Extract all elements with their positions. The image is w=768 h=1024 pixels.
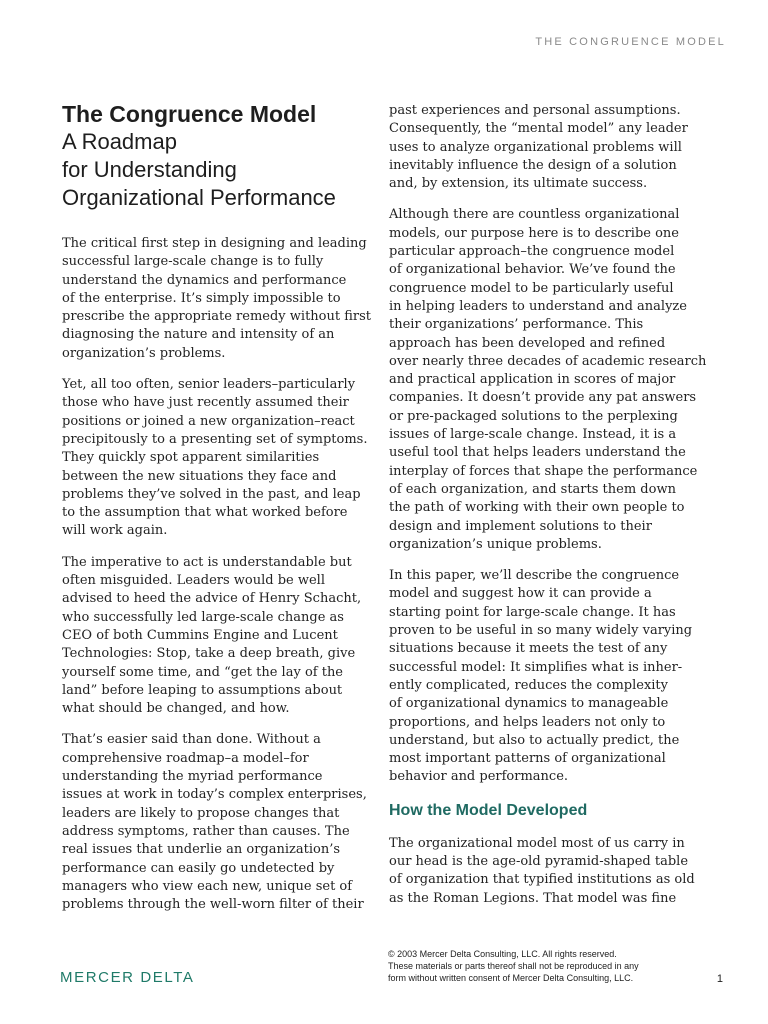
text-line: issues of large-scale change. Instead, it is a [389,427,677,443]
body-paragraph [389,567,697,787]
text-line: approach has been developed and refined [389,335,666,351]
text-line: past experiences and personal assumptions. [389,103,681,118]
left-column [62,101,371,927]
subtitle-line: Organizational Performance [62,185,336,210]
right-column [389,102,707,921]
text-line: behavior and performance. [389,769,569,785]
body-paragraph [62,376,368,541]
body-paragraph [62,731,367,914]
text-line: of the enterprise. It’s simply impossible to [62,290,341,306]
text-line: their organizations’ performance. This [389,317,644,333]
text-line: land” before leaping to assumptions about [62,682,343,698]
text-line: of organization that typified institutions as old [389,872,695,888]
text-line: of each organization, and starts them down [389,481,676,497]
title-block [62,101,362,212]
right-body-text-continued [389,835,697,908]
text-line: positions or joined a new organization–react [62,413,355,429]
text-line: address symptoms, rather than causes. The [62,823,350,839]
text-line: of organizational dynamics to manageable [389,696,669,712]
text-line: successful large-scale change is to fully [62,254,324,270]
subtitle-line: A Roadmap [62,129,177,154]
text-line: organization’s unique problems. [389,536,602,552]
page-subtitle [62,128,362,212]
text-line: comprehensive roadmap–a model–for [62,750,309,766]
text-line: models, our purpose here is to describe one [389,225,679,241]
body-paragraph [389,206,707,554]
text-line: between the new situations they face and [62,468,337,484]
text-line: uses to analyze organizational problems will [389,139,682,155]
running-head: THE CONGRUENCE MODEL [535,36,726,48]
text-line: prescribe the appropriate remedy without first [62,309,371,325]
text-line: Although there are countless organizational [389,207,680,223]
text-line: precipitously to a presenting set of symptoms. [62,431,368,447]
text-line: of organizational behavior. We’ve found the [389,262,676,278]
text-line: will work again. [62,523,168,539]
text-line: most important patterns of organizational [389,751,666,767]
text-line: issues at work in today’s complex enterprises, [62,787,367,803]
text-line: interplay of forces that shape the performance [389,463,698,479]
text-line: useful tool that helps leaders understand the [389,445,686,461]
text-line: model and suggest how it can provide a [389,586,652,602]
right-body-text [389,102,707,787]
text-line: who successfully led large-scale change as [62,609,344,625]
text-line: real issues that underlie an organization’s [62,842,341,858]
text-line: situations because it meets the test of any [389,641,668,657]
text-line: organization’s problems. [62,345,226,361]
text-line: CEO of both Cummins Engine and Lucent [62,627,338,643]
text-line: The critical first step in designing and leading [62,236,367,251]
text-line: The imperative to act is understandable but [62,554,352,570]
copyright-line: These materials or parts thereof shall not be reproduced in any [388,961,639,971]
text-line: successful model: It simplifies what is inher- [389,659,683,675]
text-line: in helping leaders to understand and analyze [389,298,687,314]
copyright-line: © 2003 Mercer Delta Consulting, LLC. All rights reserved. [388,949,617,959]
text-line: Yet, all too often, senior leaders–particularly [62,377,356,393]
page-number: 1 [716,973,723,985]
text-line: or pre-packaged solutions to the perplexing [389,408,678,424]
subtitle-line: for Understanding [62,157,237,182]
section-heading: How the Model Developed [389,801,588,819]
text-line: particular approach–the congruence model [389,244,675,260]
text-line: inevitably influence the design of a solution [389,157,677,173]
body-paragraph [62,554,362,719]
text-line: diagnosing the nature and intensity of an [62,327,335,343]
text-line: over nearly three decades of academic research [389,353,707,369]
copyright-line: form without written consent of Mercer Delta Consulting, LLC. [388,973,634,983]
text-line: design and implement solutions to their [389,518,652,534]
text-line: our head is the age-old pyramid-shaped table [389,853,689,869]
page-title: The Congruence Model [62,101,317,127]
text-line: and, by extension, its ultimate success. [389,176,648,192]
mercer-delta-logo: MERCER DELTA [60,969,195,986]
text-line: Consequently, the “mental model” any leader [389,121,688,137]
text-line: often misguided. Leaders would be well [62,573,326,589]
text-line: ently complicated, reduces the complexity [389,677,668,693]
text-line: understand the dynamics and performance [62,272,347,288]
body-paragraph [62,235,371,363]
text-line: yourself some time, and “get the lay of the [62,664,344,680]
text-line: proven to be useful in so many widely varying [389,623,693,639]
text-line: The organizational model most of us carry in [389,835,685,851]
text-line: problems through the well-worn filter of their [62,897,364,913]
copyright-notice [388,948,639,984]
text-line: the path of working with their own people to [389,500,685,516]
text-line: those who have just recently assumed their [62,395,349,411]
text-line: to the assumption that what worked before [62,505,348,521]
text-line: understanding the myriad performance [62,769,323,785]
text-line: Technologies: Stop, take a deep breath, give [62,646,356,662]
text-line: advised to heed the advice of Henry Schacht, [62,591,362,607]
text-line: That’s easier said than done. Without a [62,732,321,748]
text-line: proportions, and helps leaders not only to [389,714,666,730]
left-body-text [62,235,371,914]
text-line: managers who view each new, unique set of [62,878,353,894]
text-line: problems they’ve solved in the past, and leap [62,486,361,502]
text-line: as the Roman Legions. That model was fine [389,890,677,906]
text-line: They quickly spot apparent similarities [62,450,320,466]
body-paragraph [389,835,697,908]
text-line: In this paper, we’ll describe the congruence [389,568,680,584]
text-line: performance can easily go undetected by [62,860,335,876]
text-line: congruence model to be particularly useful [389,280,674,296]
body-paragraph [389,102,697,193]
text-line: leaders are likely to propose changes that [62,805,340,821]
text-line: starting point for large-scale change. It has [389,604,676,620]
text-line: and practical application in scores of major [389,372,676,388]
text-line: what should be changed, and how. [62,701,290,717]
text-line: understand, but also to actually predict, the [389,732,680,748]
text-line: companies. It doesn’t provide any pat answers [389,390,697,406]
